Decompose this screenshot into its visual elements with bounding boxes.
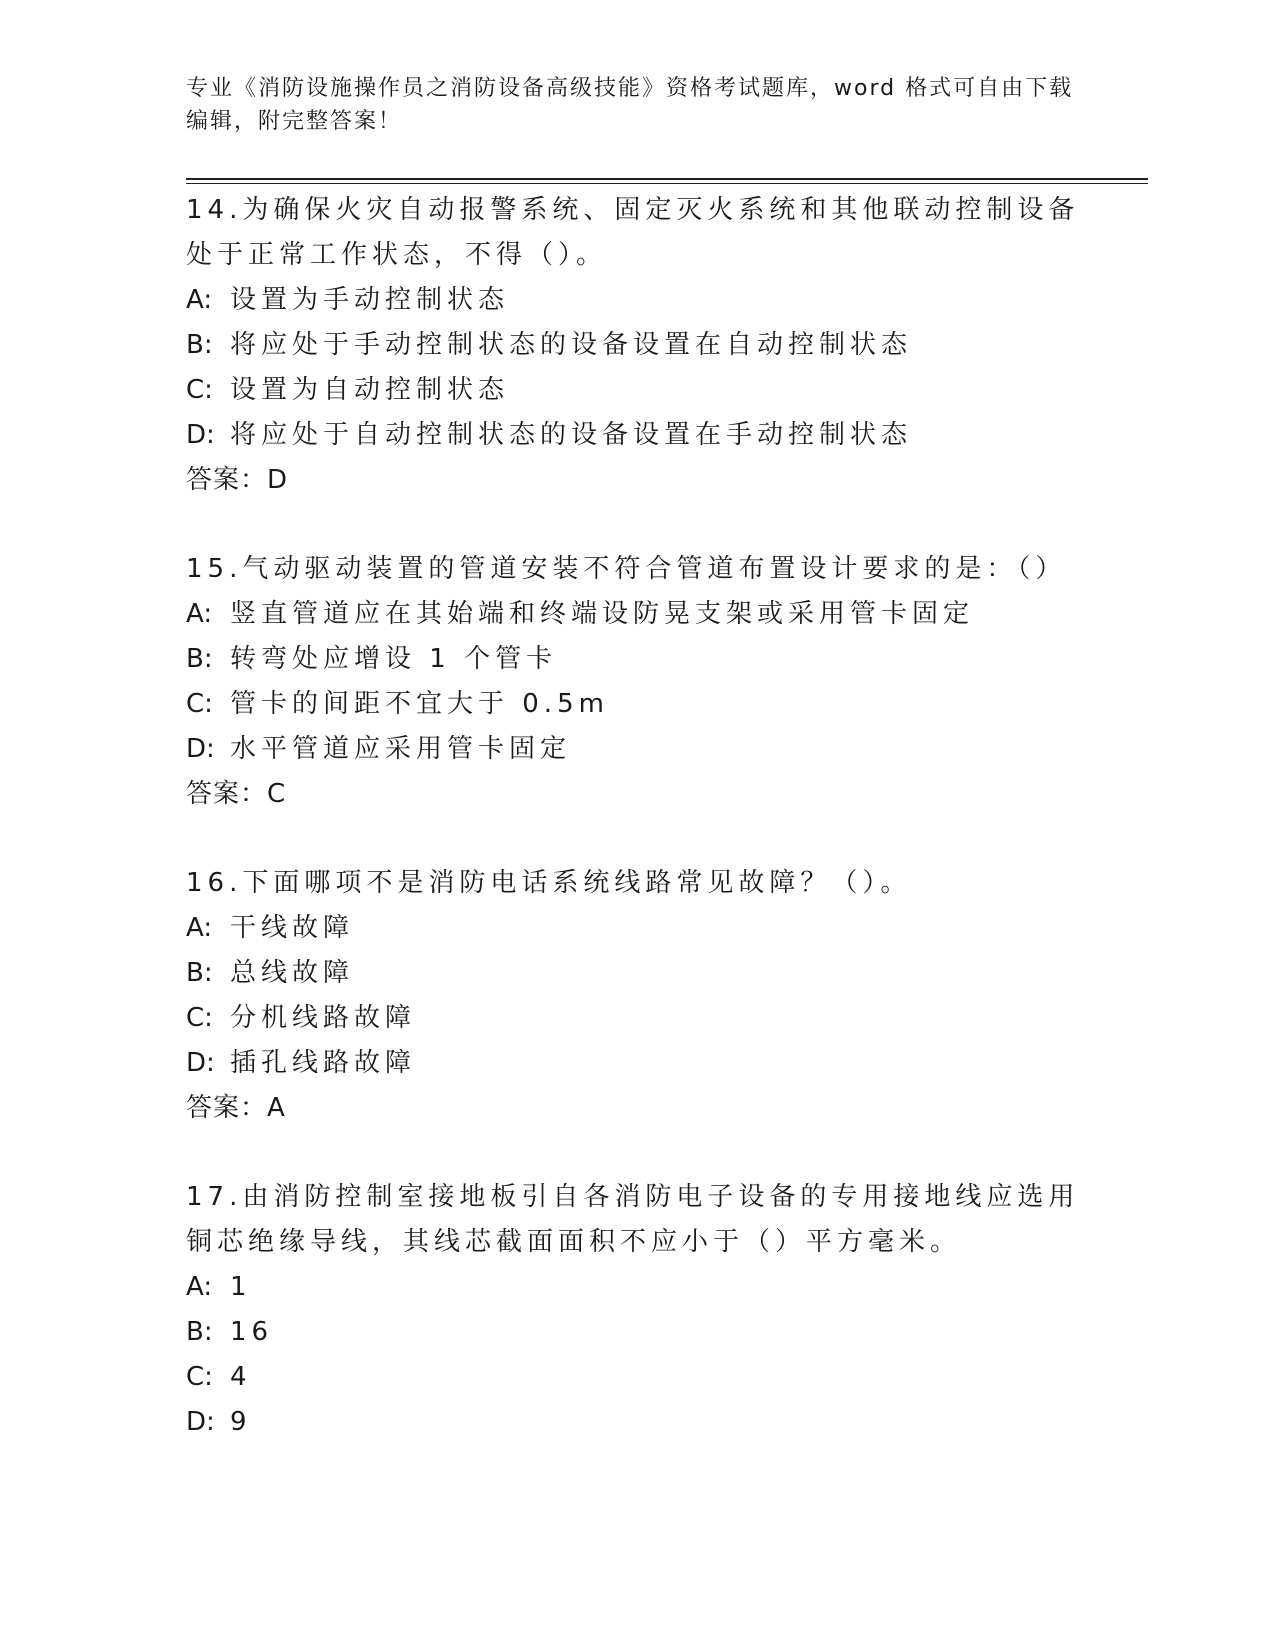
option-letter: B:: [186, 1317, 213, 1347]
option-text: 设置为自动控制状态: [230, 375, 510, 405]
option-d: [186, 727, 1086, 772]
option-text: 9: [230, 1407, 252, 1437]
answer-line: 答案：D: [186, 465, 289, 495]
option-text: 转弯处应增设 1 个管卡: [230, 644, 558, 674]
option-d: [186, 413, 1086, 458]
option-letter: C:: [186, 689, 213, 719]
option-letter: C:: [186, 1362, 213, 1392]
option-text: 竖直管道应在其始端和终端设防晃支架或采用管卡固定: [230, 599, 975, 629]
question-16: [186, 861, 1086, 1131]
option-letter: B:: [186, 644, 213, 674]
question-stem: 16.下面哪项不是消防电话系统线路常见故障？（）。: [186, 868, 912, 898]
option-letter: B:: [186, 330, 213, 360]
option-text: 插孔线路故障: [230, 1048, 417, 1078]
option-letter: A:: [186, 599, 213, 629]
option-text: 将应处于自动控制状态的设备设置在手动控制状态: [230, 420, 913, 450]
option-text: 管卡的间距不宜大于 0.5m: [230, 689, 609, 719]
question-17: [186, 1175, 1086, 1445]
option-text: 将应处于手动控制状态的设备设置在自动控制状态: [230, 330, 913, 360]
option-b: [186, 1310, 1086, 1355]
question-14: [186, 188, 1086, 503]
option-a: [186, 592, 1086, 637]
option-text: 总线故障: [230, 958, 355, 988]
option-b: [186, 323, 1086, 368]
option-letter: A:: [186, 913, 213, 943]
option-a: [186, 278, 1086, 323]
option-d: [186, 1400, 1086, 1445]
option-letter: D:: [186, 1407, 215, 1437]
header-divider-thin: [186, 183, 1148, 184]
option-text: 干线故障: [230, 913, 355, 943]
question-15: [186, 547, 1086, 817]
option-letter: B:: [186, 958, 213, 988]
answer-line: 答案：A: [186, 1093, 286, 1123]
header-divider-thick: [186, 178, 1148, 180]
option-b: [186, 951, 1086, 996]
question-stem: 14.为确保火灾自动报警系统、固定灭火系统和其他联动控制设备处于正常工作状态，不得（）。: [186, 195, 1080, 270]
option-c: [186, 368, 1086, 413]
question-list: [186, 188, 1086, 1489]
option-text: 4: [230, 1362, 252, 1392]
option-letter: D:: [186, 734, 215, 764]
option-letter: C:: [186, 1003, 213, 1033]
option-text: 1: [230, 1272, 252, 1302]
answer-line: 答案：C: [186, 779, 287, 809]
document-header: 专业《消防设施操作员之消防设备高级技能》资格考试题库，word 格式可自由下载编辑，附完整答案！: [186, 76, 1074, 134]
question-stem: 17.由消防控制室接地板引自各消防电子设备的专用接地线应选用铜芯绝缘导线，其线芯截面面积不应小于（）平方毫米。: [186, 1182, 1080, 1257]
option-text: 分机线路故障: [230, 1003, 417, 1033]
option-a: [186, 906, 1086, 951]
option-c: [186, 1355, 1086, 1400]
option-letter: D:: [186, 420, 215, 450]
option-text: 设置为手动控制状态: [230, 285, 510, 315]
option-c: [186, 682, 1086, 727]
option-letter: A:: [186, 1272, 213, 1302]
question-stem: 15.气动驱动装置的管道安装不符合管道布置设计要求的是：（）: [186, 554, 1067, 584]
option-letter: A:: [186, 285, 213, 315]
option-b: [186, 637, 1086, 682]
option-text: 16: [230, 1317, 274, 1347]
option-a: [186, 1265, 1086, 1310]
option-text: 水平管道应采用管卡固定: [230, 734, 572, 764]
option-d: [186, 1041, 1086, 1086]
option-c: [186, 996, 1086, 1041]
option-letter: D:: [186, 1048, 215, 1078]
option-letter: C:: [186, 375, 213, 405]
